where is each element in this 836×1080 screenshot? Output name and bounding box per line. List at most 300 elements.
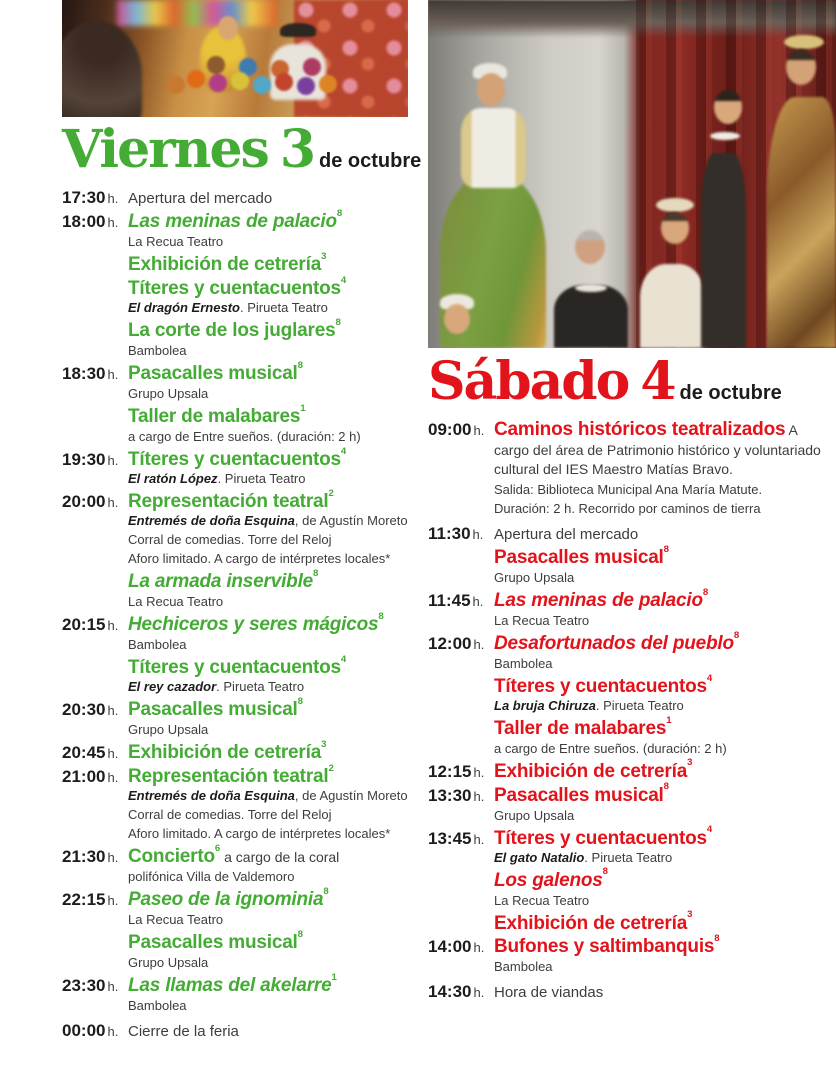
event-time-value: 20:00 xyxy=(62,491,106,511)
event-content xyxy=(128,1023,410,1041)
schedule-row xyxy=(62,678,410,696)
schedule-row xyxy=(62,868,410,886)
event-time-unit: h. xyxy=(107,191,119,206)
event-time-unit: h. xyxy=(107,617,119,633)
event-content xyxy=(128,190,410,208)
event-title: La corte de los juglares xyxy=(128,319,336,341)
event-title: Las llamas del akelarre xyxy=(128,975,332,997)
schedule-row xyxy=(62,886,410,911)
market-photo xyxy=(62,0,408,117)
schedule-row xyxy=(62,359,410,384)
event-time-value: 17:30 xyxy=(62,188,106,207)
event-time-unit: h. xyxy=(107,893,119,909)
event-content xyxy=(494,420,826,480)
event-content xyxy=(494,586,826,611)
event-time-value: 20:45 xyxy=(62,742,106,762)
event-title: Las meninas de palacio xyxy=(494,589,703,611)
event-time xyxy=(62,890,128,910)
event-title: Taller de malabares xyxy=(128,405,301,427)
event-time-value: 11:45 xyxy=(428,590,471,610)
event-content xyxy=(494,672,826,697)
event-content xyxy=(128,531,410,549)
event-time xyxy=(62,700,128,720)
event-company: La Recua Teatro xyxy=(494,612,590,628)
event-company: Grupo Upsala xyxy=(494,807,575,823)
event-content xyxy=(128,825,410,843)
event-time-value: 14:00 xyxy=(428,937,472,957)
event-footnote: 8 xyxy=(733,629,740,641)
event-time-unit: h. xyxy=(107,1024,119,1040)
event-title: Exhibición de cetrería xyxy=(128,741,322,763)
event-footnote: 2 xyxy=(328,487,334,499)
schedule-row xyxy=(62,593,410,611)
event-content xyxy=(128,250,410,275)
event-company: Bambolea xyxy=(128,342,187,358)
event-company: Aforo limitado. A cargo de intérpretes locales* xyxy=(128,825,391,841)
event-footnote: 3 xyxy=(321,738,327,750)
event-time-unit: h. xyxy=(107,979,119,995)
schedule-row xyxy=(62,787,410,805)
event-time-unit: h. xyxy=(472,526,484,542)
performer-cream-dress xyxy=(640,264,705,348)
schedule-row xyxy=(62,695,410,720)
schedule-row xyxy=(62,911,410,929)
vendor-head xyxy=(218,16,238,40)
event-content xyxy=(494,866,826,891)
event-content xyxy=(128,207,410,232)
tricorn-hat-shape xyxy=(280,23,316,37)
schedule-row xyxy=(62,250,410,275)
event-content xyxy=(494,807,826,825)
schedule-row xyxy=(62,233,410,251)
schedule-row xyxy=(428,849,826,867)
event-title: Las meninas de palacio xyxy=(128,211,337,232)
event-time xyxy=(62,767,128,787)
event-company: Grupo Upsala xyxy=(128,385,209,401)
schedule-row xyxy=(62,428,410,446)
schedule-row xyxy=(428,958,826,976)
event-content xyxy=(128,274,410,299)
schedule-row xyxy=(62,1021,410,1041)
event-time-unit: h. xyxy=(472,593,484,609)
schedule-row xyxy=(62,806,410,824)
event-footnote: 8 xyxy=(378,610,384,622)
schedule-row xyxy=(62,738,410,763)
event-title: Títeres y cuentacuentos xyxy=(128,448,341,470)
event-content xyxy=(494,984,826,1002)
day-date-suffix: de octubre xyxy=(319,150,422,172)
event-company: Bambolea xyxy=(494,959,553,975)
event-content xyxy=(494,569,826,587)
event-title: Títeres y cuentacuentos xyxy=(494,827,707,849)
event-time-unit: h. xyxy=(107,452,119,468)
schedule-row xyxy=(428,481,826,499)
schedule-row xyxy=(62,445,410,470)
event-content xyxy=(128,636,410,654)
event-time xyxy=(428,524,494,544)
schedule-row xyxy=(62,636,410,654)
event-time xyxy=(62,492,128,512)
event-footnote: 3 xyxy=(687,909,693,921)
event-content xyxy=(494,849,826,867)
schedule-row xyxy=(62,316,410,341)
event-time-unit: h. xyxy=(473,636,485,652)
event-content xyxy=(128,342,410,360)
event-time-unit: h. xyxy=(473,940,485,956)
event-company: La Recua Teatro xyxy=(128,593,224,609)
schedule-row xyxy=(428,824,826,849)
event-content xyxy=(494,500,826,518)
event-content xyxy=(128,787,410,805)
event-footnote: 8 xyxy=(714,933,720,945)
schedule-row xyxy=(428,982,826,1002)
event-content xyxy=(494,781,826,806)
event-company: . Pirueta Teatro xyxy=(217,470,306,486)
event-title: Caminos históricos teatralizados xyxy=(494,419,786,440)
event-footnote: 4 xyxy=(340,274,347,286)
performer-head xyxy=(786,49,816,85)
event-title: La armada inservible xyxy=(128,570,314,592)
event-footnote: 1 xyxy=(331,972,337,984)
friday-event-list xyxy=(62,188,410,1041)
schedule-row xyxy=(62,402,410,427)
schedule-row xyxy=(428,629,826,654)
event-time xyxy=(62,212,128,232)
event-time-unit: h. xyxy=(473,831,485,847)
event-time xyxy=(62,976,128,996)
event-company: . Pirueta Teatro xyxy=(595,697,684,713)
schedule-row xyxy=(428,909,826,934)
schedule-row xyxy=(428,866,826,891)
schedule-row xyxy=(62,762,410,787)
event-footnote: 8 xyxy=(297,695,303,707)
event-footnote: 8 xyxy=(702,586,709,598)
event-content xyxy=(494,697,826,715)
event-time-unit: h. xyxy=(107,745,119,761)
event-time xyxy=(428,937,494,957)
schedule-row xyxy=(428,933,826,958)
event-title: Representación teatral xyxy=(128,765,329,787)
event-time-unit: h. xyxy=(473,985,485,1001)
event-time-value: 18:00 xyxy=(62,212,106,231)
event-time-value: 09:00 xyxy=(428,420,472,439)
event-title: Taller de malabares xyxy=(494,717,667,739)
event-content xyxy=(128,567,410,592)
friday-schedule xyxy=(62,119,422,1041)
event-footnote: 8 xyxy=(323,886,329,898)
schedule-row xyxy=(428,524,826,544)
event-time-value: 20:30 xyxy=(62,699,106,719)
event-title: Concierto xyxy=(128,845,215,867)
schedule-row xyxy=(62,550,410,568)
event-content xyxy=(128,695,410,720)
schedule-row xyxy=(62,954,410,972)
event-company: polifónica Villa de Valdemoro xyxy=(128,869,295,885)
schedule-row xyxy=(428,420,826,480)
event-content xyxy=(494,481,826,499)
schedule-row xyxy=(62,342,410,360)
event-title: Desafortunados del pueblo xyxy=(494,632,734,654)
event-company: Duración: 2 h. Recorrido por caminos de tierra xyxy=(494,500,761,516)
event-footnote: 1 xyxy=(300,402,306,414)
event-title: Pasacalles musical xyxy=(128,698,298,720)
performer-head xyxy=(661,212,689,244)
day-date-suffix: de octubre xyxy=(679,382,782,404)
schedule-row xyxy=(62,653,410,678)
event-content xyxy=(128,886,410,911)
event-time-value: 21:30 xyxy=(62,846,106,866)
event-content xyxy=(494,655,826,673)
performer-dark-costume xyxy=(701,153,746,348)
performer-head xyxy=(575,230,605,264)
event-title: Títeres y cuentacuentos xyxy=(128,277,341,299)
event-title: Títeres y cuentacuentos xyxy=(128,656,341,678)
schedule-row xyxy=(428,714,826,739)
event-content xyxy=(128,470,410,488)
event-time xyxy=(428,829,494,849)
vendor-man-figure xyxy=(270,44,326,100)
event-company: . Pirueta Teatro xyxy=(239,299,328,315)
event-content xyxy=(494,909,826,934)
event-time-value: 12:15 xyxy=(428,761,472,781)
event-time-value: 23:30 xyxy=(62,976,106,996)
event-content xyxy=(128,593,410,611)
event-footnote: 4 xyxy=(706,672,713,684)
saturday-title xyxy=(428,351,826,412)
event-company: . Pirueta Teatro xyxy=(584,849,673,865)
schedule-row xyxy=(428,586,826,611)
event-note: a cargo de la coral xyxy=(220,848,340,865)
event-company: , de Agustín Moreto xyxy=(294,512,408,528)
event-content xyxy=(494,757,826,782)
event-text: Hora de viandas xyxy=(494,984,604,1002)
event-content xyxy=(494,629,826,654)
event-content xyxy=(128,316,410,341)
event-title: Exhibición de cetrería xyxy=(494,760,688,782)
schedule-row xyxy=(62,721,410,739)
schedule-row xyxy=(62,207,410,232)
event-piece-title: Entremés de doña Esquina xyxy=(128,512,295,528)
event-footnote: 8 xyxy=(335,316,341,328)
schedule-row xyxy=(62,972,410,997)
schedule-row xyxy=(62,825,410,843)
schedule-row xyxy=(428,697,826,715)
event-time-value: 00:00 xyxy=(62,1021,106,1041)
event-content xyxy=(128,954,410,972)
day-name: Viernes xyxy=(62,119,268,180)
event-time-unit: h. xyxy=(107,702,119,718)
schedule-row xyxy=(62,842,410,868)
performer-head xyxy=(477,73,505,106)
schedule-row xyxy=(428,757,826,782)
event-time xyxy=(62,188,128,208)
event-company: Grupo Upsala xyxy=(128,721,209,737)
event-piece-title: La bruja Chiruza xyxy=(494,697,596,713)
performer-green-bodice xyxy=(461,108,526,188)
event-company: Grupo Upsala xyxy=(128,955,209,971)
day-number: 4 xyxy=(640,351,675,412)
performer-gold-costume xyxy=(767,97,836,348)
event-title: Hechiceros y seres mágicos xyxy=(128,613,379,635)
event-content xyxy=(494,612,826,630)
event-content xyxy=(494,740,826,758)
event-time xyxy=(428,420,494,440)
event-title: Exhibición de cetrería xyxy=(128,254,322,275)
event-content xyxy=(128,653,410,678)
event-content xyxy=(128,299,410,317)
schedule-row xyxy=(62,385,410,403)
schedule-row xyxy=(62,929,410,954)
saturday-event-list xyxy=(428,420,826,1002)
event-company: a cargo de Entre sueños. (duración: 2 h) xyxy=(128,428,361,444)
schedule-row xyxy=(428,892,826,910)
event-content xyxy=(128,610,410,635)
event-time xyxy=(62,1021,128,1041)
event-time xyxy=(428,591,494,611)
performer-head xyxy=(714,90,742,124)
event-content xyxy=(128,385,410,403)
event-content xyxy=(494,526,826,544)
event-title: Representación teatral xyxy=(128,490,329,512)
event-time-unit: h. xyxy=(473,788,485,804)
schedule-row xyxy=(62,531,410,549)
event-footnote: 3 xyxy=(321,250,327,262)
schedule-row xyxy=(428,612,826,630)
schedule-row xyxy=(62,997,410,1015)
schedule-row xyxy=(62,274,410,299)
event-time-unit: h. xyxy=(107,849,119,865)
event-company: Aforo limitado. A cargo de intérpretes locales* xyxy=(128,550,391,566)
event-content xyxy=(128,487,410,512)
event-content xyxy=(128,868,410,886)
event-content xyxy=(494,892,826,910)
event-time-value: 18:30 xyxy=(62,363,106,383)
event-piece-title: El ratón López xyxy=(128,470,218,486)
event-content xyxy=(128,972,410,997)
event-content xyxy=(494,933,826,958)
day-number: 3 xyxy=(279,119,315,180)
event-footnote: 8 xyxy=(297,359,303,371)
schedule-row xyxy=(428,569,826,587)
event-time xyxy=(62,450,128,470)
event-content xyxy=(128,911,410,929)
event-time xyxy=(62,364,128,384)
event-footnote: 8 xyxy=(602,866,608,878)
friday-title xyxy=(62,119,422,180)
event-footnote: 3 xyxy=(687,757,693,769)
event-company: La Recua Teatro xyxy=(494,892,590,908)
schedule-row xyxy=(62,470,410,488)
event-content xyxy=(128,359,410,384)
event-time-value: 13:30 xyxy=(428,785,472,805)
event-company: , de Agustín Moreto xyxy=(294,787,408,803)
event-company: Salida: Biblioteca Municipal Ana María Matute. xyxy=(494,481,763,497)
event-company: Corral de comedias. Torre del Reloj xyxy=(128,806,332,822)
schedule-row xyxy=(62,188,410,208)
garland-decoration xyxy=(117,0,276,26)
event-time-unit: h. xyxy=(107,769,119,785)
event-footnote: 2 xyxy=(328,762,334,774)
event-footnote: 8 xyxy=(313,567,319,579)
event-content xyxy=(494,543,826,568)
event-time-unit: h. xyxy=(473,423,485,438)
event-footnote: 6 xyxy=(214,842,221,854)
event-footnote: 4 xyxy=(706,824,713,836)
schedule-row xyxy=(428,543,826,568)
event-content xyxy=(494,714,826,739)
event-title: Bufones y saltimbanquis xyxy=(494,936,715,958)
schedule-row xyxy=(428,781,826,806)
schedule-row xyxy=(62,512,410,530)
event-time xyxy=(428,634,494,654)
event-content xyxy=(128,738,410,763)
event-company: La Recua Teatro xyxy=(128,912,224,928)
event-footnote: 4 xyxy=(340,653,347,665)
event-content xyxy=(128,678,410,696)
event-piece-title: El rey cazador xyxy=(128,678,217,694)
event-title: Pasacalles musical xyxy=(494,784,664,806)
event-content xyxy=(128,762,410,787)
event-time-value: 19:30 xyxy=(62,449,106,469)
event-content xyxy=(494,824,826,849)
event-footnote: 8 xyxy=(663,543,669,555)
performers-photo xyxy=(428,0,836,348)
saturday-schedule xyxy=(428,351,826,1002)
performer-dark-suit xyxy=(554,285,627,348)
event-title: Paseo de la ignominia xyxy=(128,889,324,911)
event-content xyxy=(128,402,410,427)
event-note: A cargo del área de Patrimonio histórico y voluntariado cultural del IES Maestro Matías Bravo. xyxy=(494,422,821,478)
event-time-value: 20:15 xyxy=(62,614,106,634)
event-content xyxy=(128,997,410,1015)
customer-silhouette xyxy=(62,21,142,117)
event-title: Pasacalles musical xyxy=(128,362,298,384)
event-text: Cierre de la feria xyxy=(128,1023,239,1041)
schedule-row xyxy=(62,487,410,512)
schedule-row xyxy=(62,567,410,592)
event-title: Títeres y cuentacuentos xyxy=(494,675,707,697)
event-piece-title: Entremés de doña Esquina xyxy=(128,787,295,803)
performer-headpiece xyxy=(784,35,824,49)
event-piece-title: El dragón Ernesto xyxy=(128,299,240,315)
schedule-row xyxy=(428,740,826,758)
schedule-row xyxy=(428,655,826,673)
event-company: . Pirueta Teatro xyxy=(216,678,305,694)
event-title: Los galenos xyxy=(494,869,603,891)
event-time-value: 12:00 xyxy=(428,633,472,653)
schedule-row xyxy=(62,299,410,317)
event-time-unit: h. xyxy=(107,494,119,510)
event-footnote: 8 xyxy=(297,929,303,941)
event-content xyxy=(128,550,410,568)
event-content xyxy=(128,806,410,824)
event-content xyxy=(128,233,410,251)
event-time xyxy=(62,743,128,763)
event-time xyxy=(62,847,128,867)
event-content xyxy=(128,428,410,446)
event-time xyxy=(428,786,494,806)
event-text: Apertura del mercado xyxy=(128,190,273,207)
schedule-row xyxy=(428,672,826,697)
event-time-value: 21:00 xyxy=(62,766,106,786)
event-time-unit: h. xyxy=(107,366,119,382)
event-time-value: 11:30 xyxy=(428,523,471,543)
event-title: Exhibición de cetrería xyxy=(494,912,688,934)
event-title: Pasacalles musical xyxy=(128,932,298,954)
event-content xyxy=(128,721,410,739)
event-text: Apertura del mercado xyxy=(494,525,639,543)
event-footnote: 4 xyxy=(340,445,347,457)
